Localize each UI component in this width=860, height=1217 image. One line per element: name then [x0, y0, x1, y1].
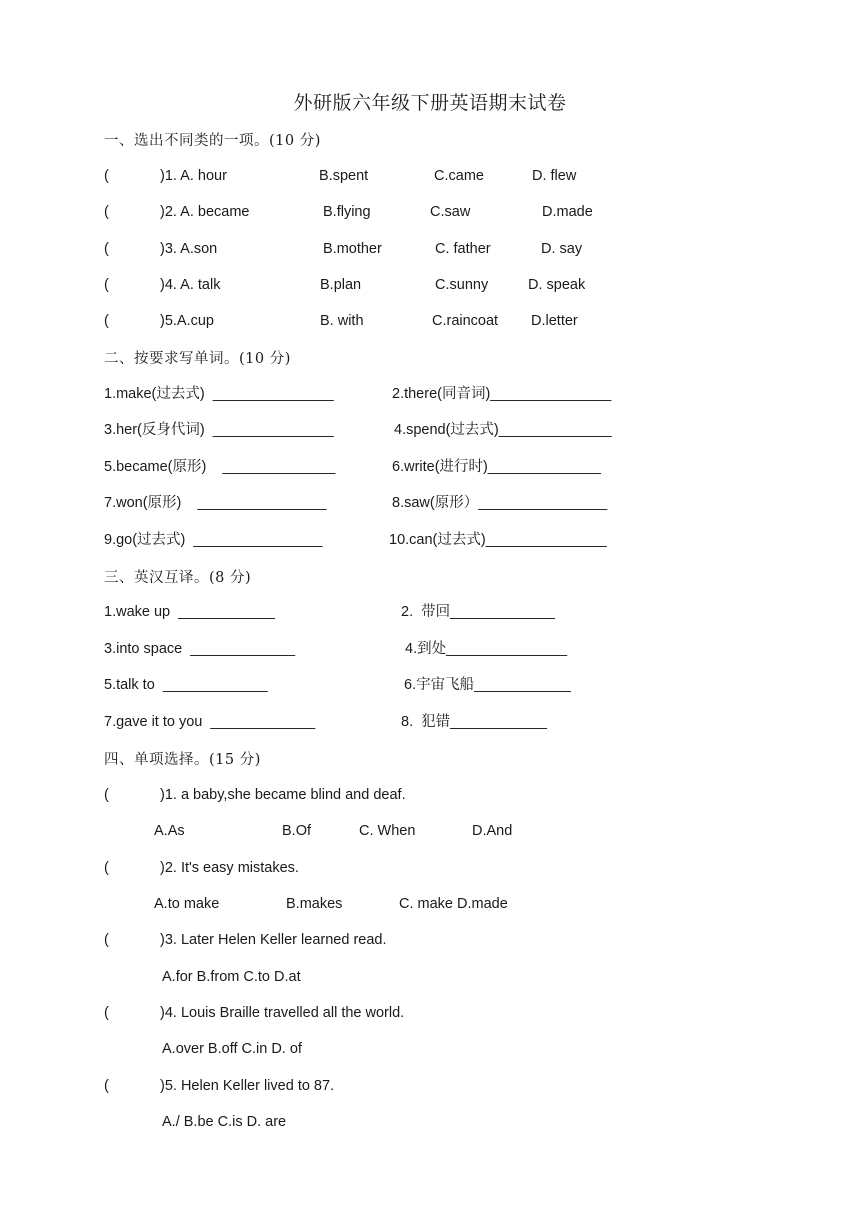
- answer-paren[interactable]: (: [104, 1005, 109, 1021]
- option: A.over B.off C.in D. of: [162, 1041, 302, 1057]
- translate-task-5[interactable]: 5.talk to _____________: [104, 677, 268, 693]
- translate-task-7[interactable]: 7.gave it to you _____________: [104, 714, 316, 730]
- section-3-heading: 三、英汉互译。(8 分): [104, 570, 252, 586]
- option-c: C.raincoat: [432, 313, 499, 329]
- option-b: B.spent: [319, 168, 369, 184]
- word-task-5[interactable]: 5.became(原形) ______________: [104, 459, 336, 475]
- option-b: B. with: [320, 313, 364, 329]
- question-stem: )1. a baby,she became blind and deaf.: [160, 787, 406, 803]
- translate-task-4[interactable]: 4.到处_______________: [405, 641, 568, 657]
- translate-task-2[interactable]: 2. 带回_____________: [401, 604, 555, 620]
- option: A./ B.be C.is D. are: [162, 1114, 287, 1130]
- option-c: C.saw: [430, 204, 471, 220]
- question-option-a: )1. A. hour: [160, 168, 227, 184]
- translate-task-6[interactable]: 6.宇宙飞船____________: [404, 677, 571, 693]
- answer-paren[interactable]: (: [104, 1078, 109, 1094]
- word-task-4[interactable]: 4.spend(过去式)______________: [394, 422, 612, 438]
- translate-task-3[interactable]: 3.into space _____________: [104, 641, 296, 657]
- option-b: B.mother: [323, 241, 382, 257]
- translate-task-8[interactable]: 8. 犯错____________: [401, 714, 547, 730]
- answer-paren[interactable]: (: [104, 168, 109, 184]
- option-c: C.came: [434, 168, 484, 184]
- word-task-9[interactable]: 9.go(过去式) ________________: [104, 532, 323, 548]
- question-option-a: )3. A.son: [160, 241, 218, 257]
- option: A.As: [154, 823, 185, 839]
- answer-paren[interactable]: (: [104, 932, 109, 948]
- question-stem: )2. It's easy mistakes.: [160, 860, 299, 876]
- word-task-8[interactable]: 8.saw(原形）________________: [392, 495, 608, 511]
- option: A.for B.from C.to D.at: [162, 969, 301, 985]
- option: C. make D.made: [399, 896, 508, 912]
- option: C. When: [359, 823, 416, 839]
- option: B.Of: [282, 823, 312, 839]
- option: B.makes: [286, 896, 343, 912]
- question-option-a: )4. A. talk: [160, 277, 221, 293]
- option-d: D.letter: [531, 313, 578, 329]
- option-c: C. father: [435, 241, 491, 257]
- option-d: D. flew: [532, 168, 577, 184]
- word-task-1[interactable]: 1.make(过去式) _______________: [104, 386, 334, 402]
- section-2-heading: 二、按要求写单词。(10 分): [104, 351, 291, 367]
- word-task-7[interactable]: 7.won(原形) ________________: [104, 495, 327, 511]
- translate-task-1[interactable]: 1.wake up ____________: [104, 604, 275, 620]
- exam-title: 外研版六年级下册英语期末试卷: [293, 92, 567, 114]
- option: D.And: [472, 823, 513, 839]
- option-d: D. speak: [528, 277, 586, 293]
- option-b: B.flying: [323, 204, 371, 220]
- answer-paren[interactable]: (: [104, 204, 109, 220]
- answer-paren[interactable]: (: [104, 241, 109, 257]
- word-task-10[interactable]: 10.can(过去式)_______________: [389, 532, 607, 548]
- answer-paren[interactable]: (: [104, 787, 109, 803]
- option-d: D.made: [542, 204, 593, 220]
- section-4-heading: 四、单项选择。(15 分): [104, 752, 261, 768]
- question-option-a: )5.A.cup: [160, 313, 214, 329]
- question-option-a: )2. A. became: [160, 204, 250, 220]
- section-1-heading: 一、选出不同类的一项。(10 分): [104, 133, 321, 149]
- word-task-3[interactable]: 3.her(反身代词) _______________: [104, 422, 334, 438]
- option-d: D. say: [541, 241, 583, 257]
- option-c: C.sunny: [435, 277, 489, 293]
- question-stem: )3. Later Helen Keller learned read.: [160, 932, 387, 948]
- word-task-2[interactable]: 2.there(同音词)_______________: [392, 386, 612, 402]
- option: A.to make: [154, 896, 220, 912]
- question-stem: )4. Louis Braille travelled all the world.: [160, 1005, 405, 1021]
- option-b: B.plan: [320, 277, 362, 293]
- word-task-6[interactable]: 6.write(进行时)______________: [392, 459, 601, 475]
- answer-paren[interactable]: (: [104, 313, 109, 329]
- answer-paren[interactable]: (: [104, 277, 109, 293]
- question-stem: )5. Helen Keller lived to 87.: [160, 1078, 335, 1094]
- answer-paren[interactable]: (: [104, 860, 109, 876]
